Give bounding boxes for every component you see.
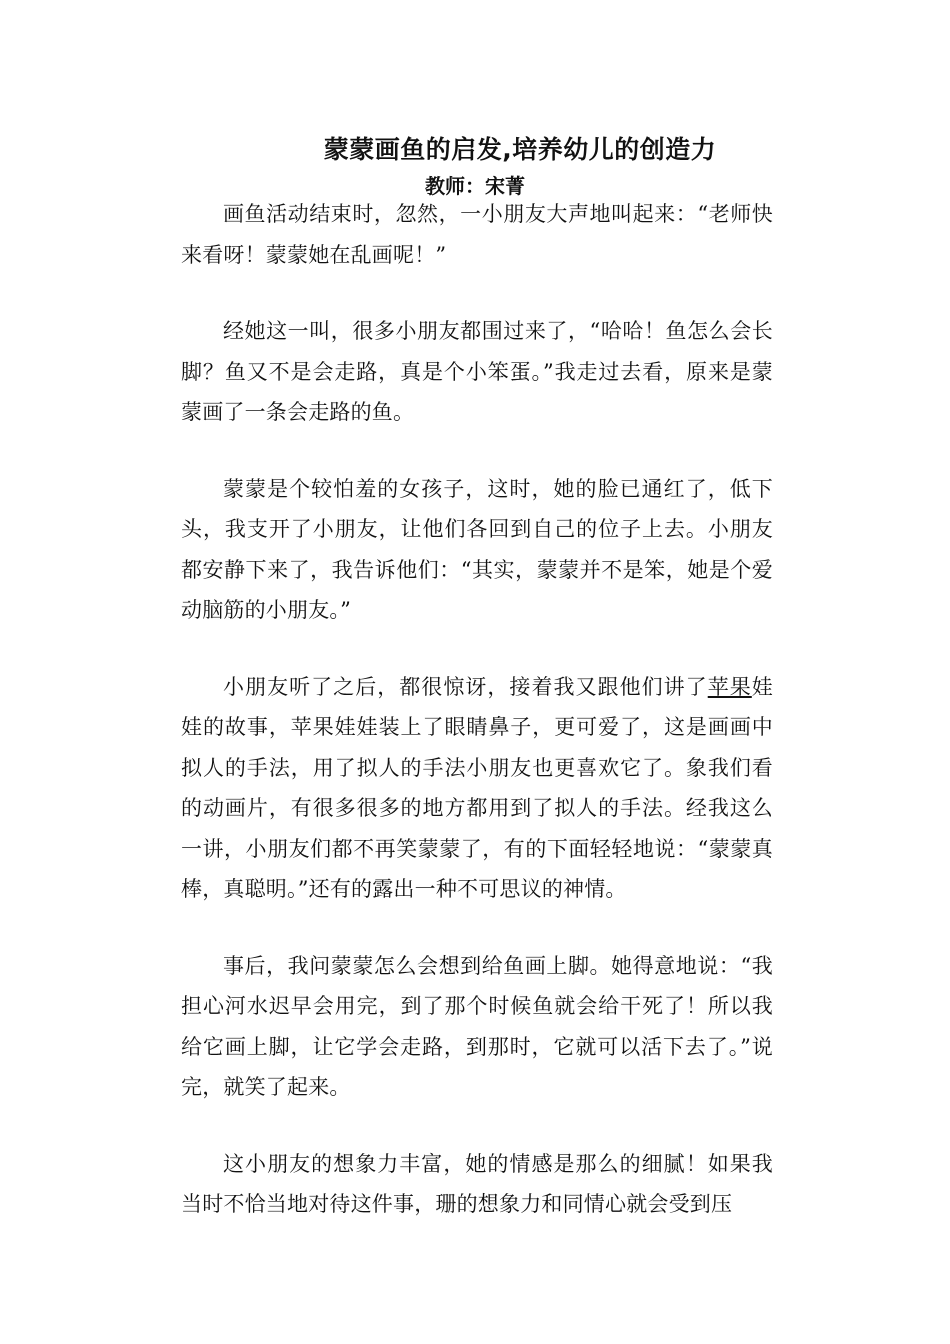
- paragraph-4-text-after: 娃娃的故事，苹果娃娃装上了眼睛鼻子，更可爱了，这是画画中拟人的手法，用了拟人的手法小朋友也更喜欢它了。象我们看的动画片，有很多很多的地方都用到了拟人的手法。经我这么一讲，小朋友们都不再笑蒙蒙了，有的下面轻轻地说：“蒙蒙真棒，真聪明。”还有的露出一种不可思议的神情。: [181, 674, 773, 901]
- paragraph-2: 经她这一叫，很多小朋友都围过来了，“哈哈！鱼怎么会长脚？鱼又不是会走路，真是个小笨蛋。”我走过去看，原来是蒙蒙画了一条会走路的鱼。: [181, 319, 773, 424]
- apple-link[interactable]: 苹果: [707, 674, 752, 699]
- paragraph-1: 画鱼活动结束时，忽然，一小朋友大声地叫起来：“老师快来看呀！蒙蒙她在乱画呢！”: [181, 202, 773, 267]
- paragraph-4: [181, 667, 773, 910]
- paragraph-5: 事后，我问蒙蒙怎么会想到给鱼画上脚。她得意地说：“我担心河水迟早会用完，到了那个时候鱼就会给干死了！所以我给它画上脚，让它学会走路，到那时，它就可以活下去了。”说完，就笑了起来。: [181, 953, 773, 1099]
- paragraph-4-text-before: 小朋友听了之后，都很惊讶，接着我又跟他们讲了: [223, 674, 708, 699]
- paragraph-3: 蒙蒙是个较怕羞的女孩子，这时，她的脸已通红了，低下头，我支开了小朋友，让他们各回到自己的位子上去。小朋友都安静下来了，我告诉他们：“其实，蒙蒙并不是笨，她是个爱动脑筋的小朋友。”: [181, 476, 773, 622]
- author-line: 教师：宋菁: [425, 174, 525, 198]
- document-title: 蒙蒙画鱼的启发,培养幼儿的创造力: [323, 135, 717, 164]
- paragraph-6: 这小朋友的想象力丰富，她的情感是那么的细腻！如果我当时不恰当地对待这件事，珊的想象力和同情心就会受到压: [181, 1151, 773, 1216]
- document-body: [181, 194, 773, 1261]
